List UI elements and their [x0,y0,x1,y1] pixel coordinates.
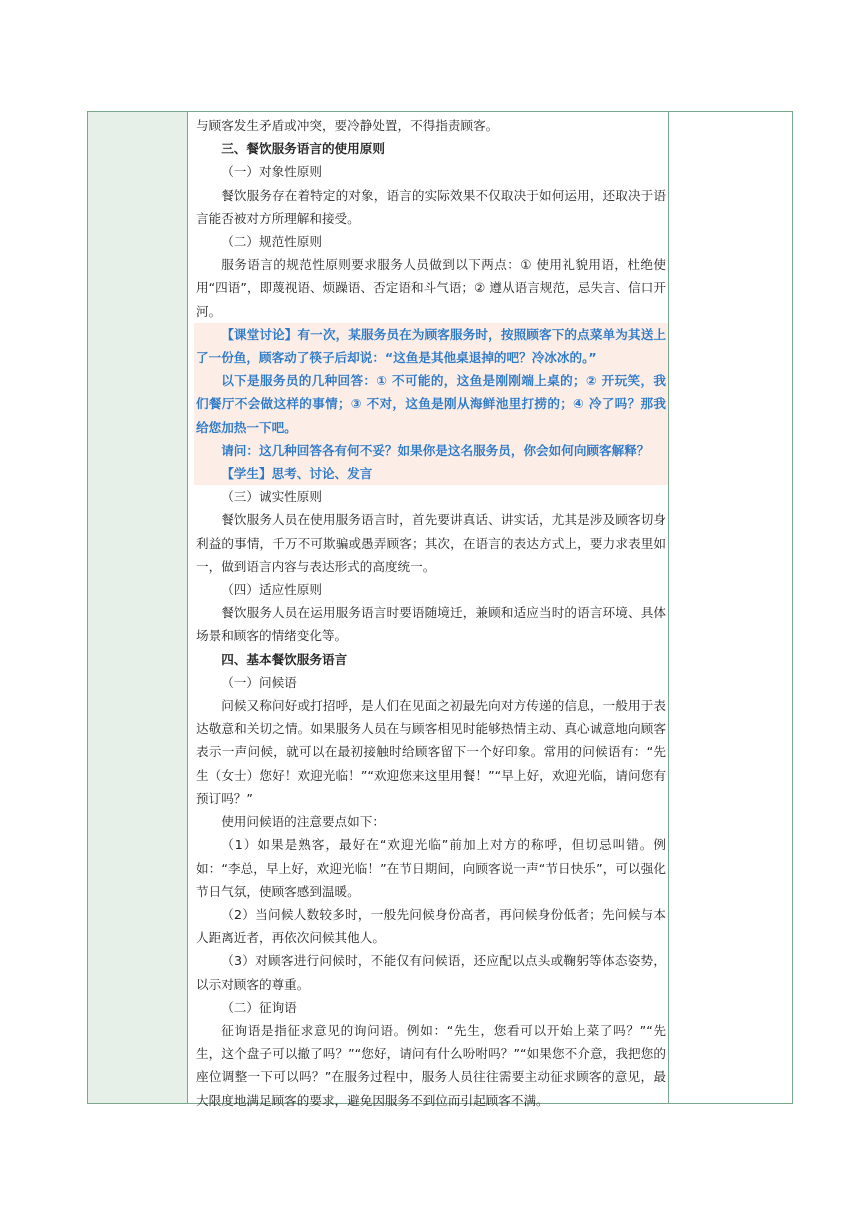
left-column-cell [88,112,188,1103]
subsection-heading: （一）问候语 [221,674,297,690]
discussion-answers: 以下是服务员的几种回答：① 不可能的，这鱼是刚刚端上桌的；② 开玩笑，我们餐厅不会做这样的事情；③ 不对，这鱼是刚从海鲜池里打捞的；④ 冷了吗？那我给您加热一下吧。 [196,373,666,435]
paragraph: 餐饮服务人员在运用服务语言时要语随境迁，兼顾和适应当时的语言环境、具体场景和顾客的情绪变化等。 [196,605,666,644]
discussion-question: 请问：这几种回答各有何不妥？如果你是这名服务员，你会如何向顾客解释？ [221,442,650,458]
content-cell [196,114,666,1112]
list-item: （2）当问候人数较多时，一般先问候身份高者，再问候身份低者；先问候与本人距离近者，再依次问候其他人。 [196,906,666,946]
section-heading: 四、基本餐饮服务语言 [221,651,348,667]
subsection-heading: （四）适应性原则 [221,582,322,598]
student-activity: 【学生】思考、讨论、发言 [221,466,373,482]
section-heading: 三、餐饮服务语言的使用原则 [221,141,385,157]
right-column-cell [668,112,792,1103]
paragraph: 征询语是指征求意见的询问语。例如：“先生，您看可以开始上菜了吗？”“先生，这个盘子可以撤了吗？”“您好，请问有什么吩咐吗？”“如果您不介意，我把您的座位调整一下可以吗？”在服务过程中，服务人员往往需要主动征求顾客的意见，最大限度地满足顾客的要求，避免因服务不到位而引起顾客不满。 [196,1022,666,1108]
paragraph: 与顾客发生矛盾或冲突，要冷静处置，不得指责顾客。 [196,118,499,133]
discussion-prompt: 【课堂讨论】有一次，某服务员在为顾客服务时，按照顾客下的点菜单为其送上了一份鱼，顾客动了筷子后却说：“这鱼是其他桌退掉的吧？冷冰冰的。” [196,326,666,366]
list-item: （3）对顾客进行问候时，不能仅有问候语，还应配以点头或鞠躬等体态姿势，以示对顾客的尊重。 [196,953,666,992]
paragraph: 使用问候语的注意要点如下： [221,814,385,830]
classroom-discussion-box [194,323,668,485]
paragraph: 餐饮服务存在着特定的对象，语言的实际效果不仅取决于如何运用，还取决于语言能否被对方所理解和接受。 [196,187,666,226]
subsection-heading: （二）规范性原则 [221,234,322,250]
subsection-heading: （三）诚实性原则 [221,489,322,505]
paragraph: 服务语言的规范性原则要求服务人员做到以下两点：① 使用礼貌用语，杜绝使用“四语”，即蔑视语、烦躁语、否定语和斗气语；② 遵从语言规范，忌失言、信口开河。 [196,257,666,319]
subsection-heading: （二）征询语 [221,999,297,1015]
paragraph: 餐饮服务人员在使用服务语言时，首先要讲真话、讲实话，尤其是涉及顾客切身利益的事情，千万不可欺骗或愚弄顾客；其次，在语言的表达方式上，要力求表里如一，做到语言内容与表达形式的高度统一。 [196,512,666,574]
paragraph: 问候又称问好或打招呼，是人们在见面之初最先向对方传递的信息，一般用于表达敬意和关切之情。如果服务人员在与顾客相见时能够热情主动、真心诚意地向顾客表示一声问候，就可以在最初接触时给顾客留下一个好印象。常用的问候语有：“先生（女士）您好！欢迎光临！”“欢迎您来这里用餐！”“早上好，欢迎光临，请问您有预订吗？” [196,698,666,806]
list-item: （1）如果是熟客，最好在“欢迎光临”前加上对方的称呼，但切忌叫错。例如：“李总，早上好，欢迎光临！”在节日期间，向顾客说一声“节日快乐”，可以强化节日气氛，使顾客感到温暖。 [196,837,666,899]
subsection-heading: （一）对象性原则 [221,164,322,180]
